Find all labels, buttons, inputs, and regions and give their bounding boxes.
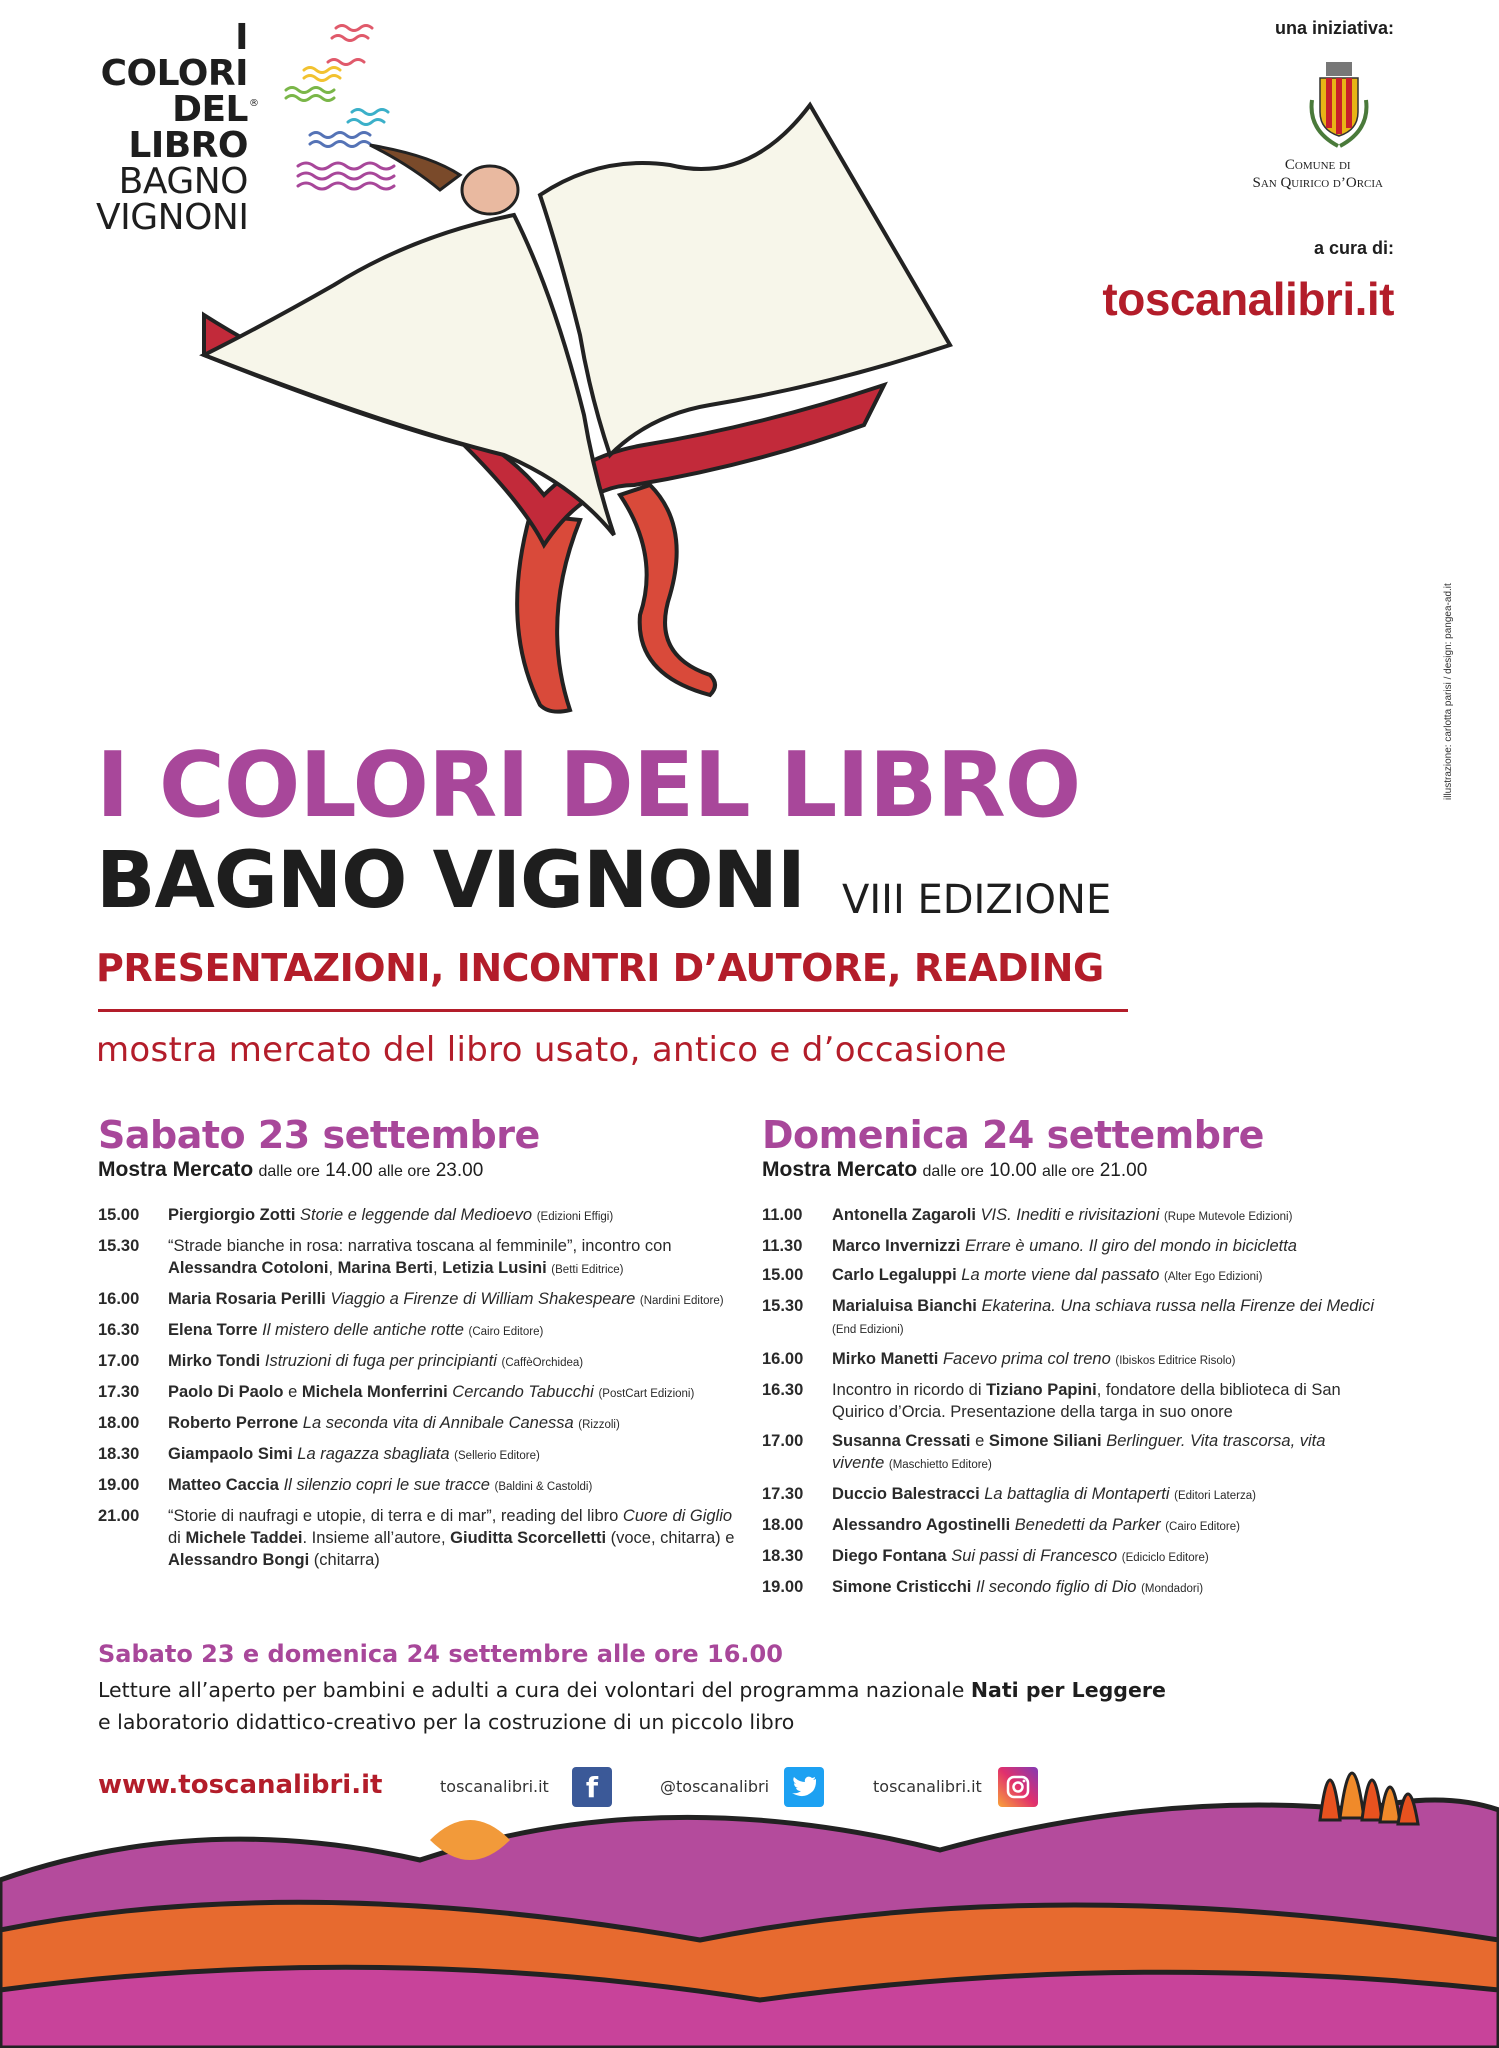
nati-per-leggere: Nati per Leggere [970, 1678, 1166, 1702]
comune-name [1252, 156, 1383, 192]
website-link[interactable]: www.toscanalibri.it [98, 1770, 383, 1800]
instagram-icon[interactable] [998, 1767, 1038, 1807]
schedule-item: 15.30 “Strade bianche in rosa: narrativa toscana al femminile”, incontro con Alessandra Cotoloni, Marina Berti, Letizia Lusini (Betti Editrice) [98, 1237, 672, 1277]
logo-line-4: BAGNO [118, 161, 248, 202]
brand-name: toscanalibri.it [1102, 273, 1394, 325]
sunday-program [762, 1112, 1382, 1607]
facebook-icon[interactable]: f [572, 1767, 612, 1807]
schedule-item: 21.00 “Storie di naufragi e utopie, di terra e di mar”, reading del libro Cuore di Giglio di Michele Taddei. Insieme all’autore, Giuditta Scorcelletti (voce, chitarra) e Alessandro Bongi (chitarra) [98, 1507, 735, 1569]
logo-line-1: I COLORI [100, 17, 248, 94]
comune-line-2: San Quirico d’Orcia [1252, 175, 1383, 191]
weekend-title: Sabato 23 e domenica 24 settembre alle ore 16.00 [98, 1640, 783, 1668]
schedule-item: 18.00 Roberto Perrone La seconda vita di Annibale Canessa (Rizzoli) [98, 1414, 620, 1432]
divider [98, 1009, 1128, 1012]
hills-illustration [0, 1700, 1499, 2048]
registered-mark: ® [249, 98, 259, 109]
market-label: Mostra Mercato [762, 1158, 918, 1181]
schedule-item: 16.00 Mirko Manetti Facevo prima col treno (Ibiskos Editrice Risolo) [762, 1350, 1236, 1368]
schedule-item: 18.00 Alessandro Agostinelli Benedetti da Parker (Cairo Editore) [762, 1516, 1240, 1534]
logo-line-3: LIBRO [128, 125, 248, 166]
market-hours: Mostra Mercato dalle ore 10.00 alle ore 21.00 [762, 1158, 1148, 1181]
edition-label: VIII EDIZIONE [842, 877, 1112, 923]
festival-subtitle: PRESENTAZIONI, INCONTRI D’AUTORE, READING [96, 946, 1104, 990]
schedule-list [762, 1204, 1382, 1600]
schedule-item: 18.30 Giampaolo Simi La ragazza sbagliata (Sellerio Editore) [98, 1445, 540, 1463]
schedule-item: 15.30 Marialuisa Bianchi Ekaterina. Una schiava russa nella Firenze dei Medici (End Edizioni) [762, 1297, 1375, 1336]
comune-line-1: Comune di [1284, 157, 1351, 173]
festival-place: BAGNO VIGNONI [96, 836, 805, 926]
market-hours: Mostra Mercato dalle ore 14.00 alle ore 23.00 [98, 1158, 484, 1181]
curated-label: a cura di: [1313, 238, 1394, 258]
logo-line-2: DEL [172, 89, 248, 130]
initiative-label: una iniziativa: [1274, 18, 1394, 38]
schedule-item: 11.00 Antonella Zagaroli VIS. Inediti e rivisitazioni (Rupe Mutevole Edizioni) [762, 1206, 1293, 1224]
schedule-item: 15.00 Carlo Legaluppi La morte viene dal passato (Alter Ego Edizioni) [762, 1266, 1263, 1284]
schedule-item: 17.30 Paolo Di Paolo e Michela Monferrini Cercando Tabucchi (PostCart Edizioni) [98, 1383, 695, 1401]
schedule-item: 17.00 Susanna Cressati e Simone Siliani Berlinguer. Vita trascorsa, vita vivente (Maschietto Editore) [762, 1432, 1326, 1472]
instagram-handle[interactable]: toscanalibri.it [873, 1777, 982, 1796]
saturday-program [98, 1112, 748, 1578]
twitter-handle[interactable]: @toscanalibri [660, 1777, 770, 1796]
schedule-list [98, 1204, 748, 1571]
logo-line-5: VIGNONI [96, 197, 249, 238]
flying-book-illustration [190, 95, 970, 715]
market-label: Mostra Mercato [98, 1158, 254, 1181]
day-title: Sabato 23 settembre [98, 1113, 540, 1157]
schedule-item: 19.00 Matteo Caccia Il silenzio copri le sue tracce (Baldini & Castoldi) [98, 1476, 593, 1494]
schedule-item: 17.30 Duccio Balestracci La battaglia di Montaperti (Editori Laterza) [762, 1485, 1256, 1503]
illustration-credit [1427, 560, 1454, 800]
schedule-item: 17.00 Mirko Tondi Istruzioni di fuga per principianti (CaffèOrchidea) [98, 1352, 584, 1370]
schedule-item: 18.30 Diego Fontana Sui passi di Francesco (Ediciclo Editore) [762, 1547, 1209, 1565]
festival-title: I COLORI DEL LIBRO [96, 733, 1081, 838]
credit-text: illustrazione: carlotta parisi / design: pangea-ad.it [1443, 583, 1454, 800]
facebook-handle[interactable]: toscanalibri.it [440, 1777, 549, 1796]
weekend-description: Letture all’aperto per bambini e adulti a cura dei volontari del programma nazionale Nati per Leggere e laboratorio didattico-creativo per la costruzione di un piccolo libro [98, 1678, 1166, 1734]
schedule-item: 16.30 Elena Torre Il mistero delle antiche rotte (Cairo Editore) [98, 1321, 544, 1339]
schedule-item: 16.00 Maria Rosaria Perilli Viaggio a Firenze di William Shakespeare (Nardini Editore) [98, 1290, 724, 1308]
schedule-item: 15.00 Piergiorgio Zotti Storie e leggende dal Medioevo (Edizioni Effigi) [98, 1206, 614, 1224]
festival-tagline: mostra mercato del libro usato, antico e d’occasione [96, 1030, 1007, 1070]
schedule-item: 19.00 Simone Cristicchi Il secondo figlio di Dio (Mondadori) [762, 1578, 1204, 1596]
coat-of-arms-icon [1304, 60, 1374, 152]
twitter-icon[interactable] [784, 1767, 824, 1807]
schedule-item: 16.30 Incontro in ricordo di Tiziano Papini, fondatore della biblioteca di San Quirico d’Orcia. Presentazione della targa in suo onore [762, 1381, 1341, 1421]
day-title: Domenica 24 settembre [762, 1113, 1264, 1157]
schedule-item: 11.30 Marco Invernizzi Errare è umano. Il giro del mondo in bicicletta [762, 1237, 1297, 1255]
